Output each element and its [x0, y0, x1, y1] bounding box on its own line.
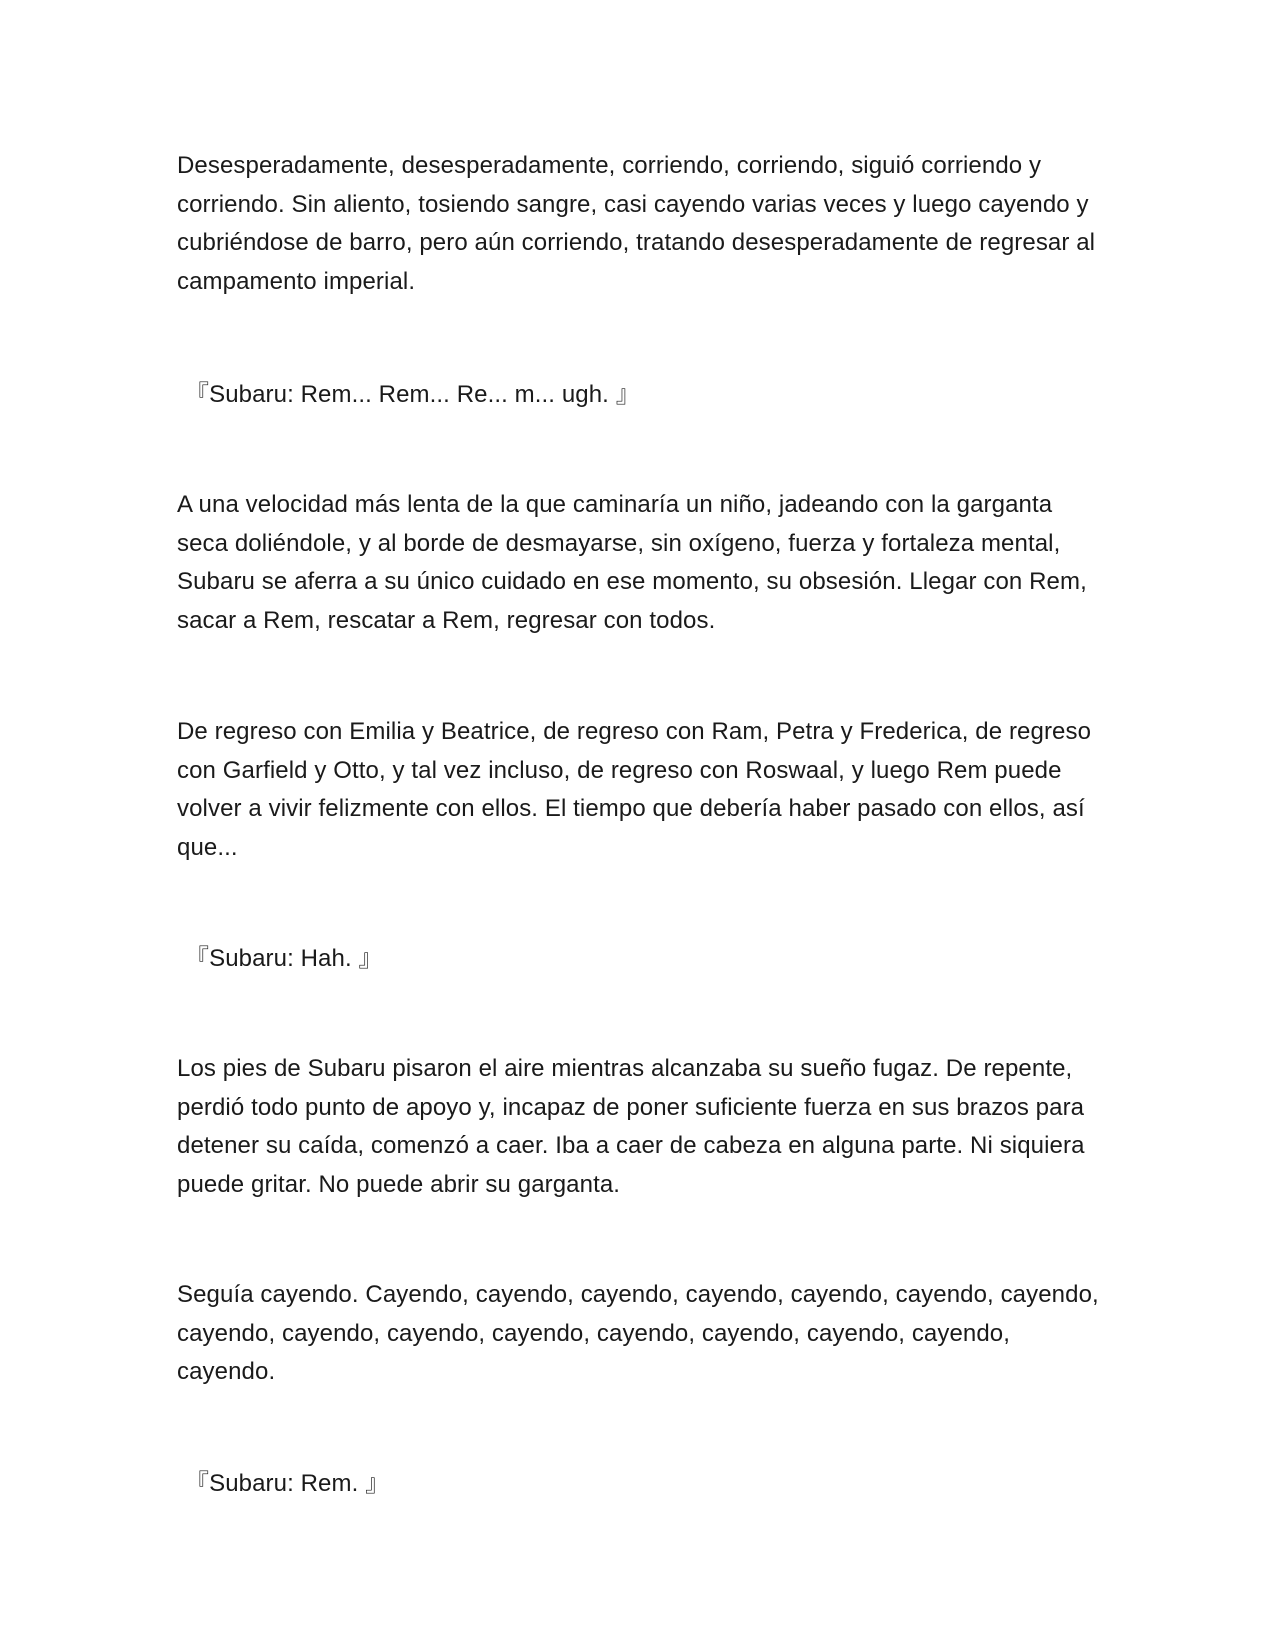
paragraph-running: Desesperadamente, desesperadamente, corriendo, corriendo, siguió corriendo y corriendo. Sin aliento, tosiendo sangre, casi cayendo varias veces y luego cayendo y cubriéndose de barro, pero aún corriendo, tratando desesperadamente de regresar al campamento imperial. [177, 152, 1096, 295]
dialogue-subaru-rem: 『Subaru: Rem. 』 [185, 1470, 390, 1497]
dialogue-subaru-hah: 『Subaru: Hah. 』 [185, 945, 383, 972]
paragraph-obsession: A una velocidad más lenta de la que caminaría un niño, jadeando con la garganta seca doliéndole, y al borde de desmayarse, sin oxígeno, fuerza y fortaleza mental, Subaru se aferra a su único cuidado en ese momento, su obsesión. Llegar con Rem, sacar a Rem, rescatar a Rem, regresar con todos. [177, 491, 1087, 634]
paragraph-cayendo: Seguía cayendo. Cayendo, cayendo, cayendo, cayendo, cayendo, cayendo, cayendo, cayendo, cayendo, cayendo, cayendo, cayendo, cayendo, cayendo, cayendo, cayendo. [177, 1281, 1099, 1385]
paragraph-falling: Los pies de Subaru pisaron el aire mientras alcanzaba su sueño fugaz. De repente, perdió todo punto de apoyo y, incapaz de poner suficiente fuerza en sus brazos para detener su caída, comenzó a caer. Iba a caer de cabeza en alguna parte. Ni siquiera puede gritar. No puede abrir su garganta. [177, 1055, 1085, 1198]
dialogue-subaru-rem-ugh: 『Subaru: Rem... Rem... Re... m... ugh. 』 [185, 381, 640, 408]
paragraph-return: De regreso con Emilia y Beatrice, de regreso con Ram, Petra y Frederica, de regreso con Garfield y Otto, y tal vez incluso, de regreso con Roswaal, y luego Rem puede volver a vivir felizmente con ellos. El tiempo que debería haber pasado con ellos, así que... [177, 718, 1092, 861]
